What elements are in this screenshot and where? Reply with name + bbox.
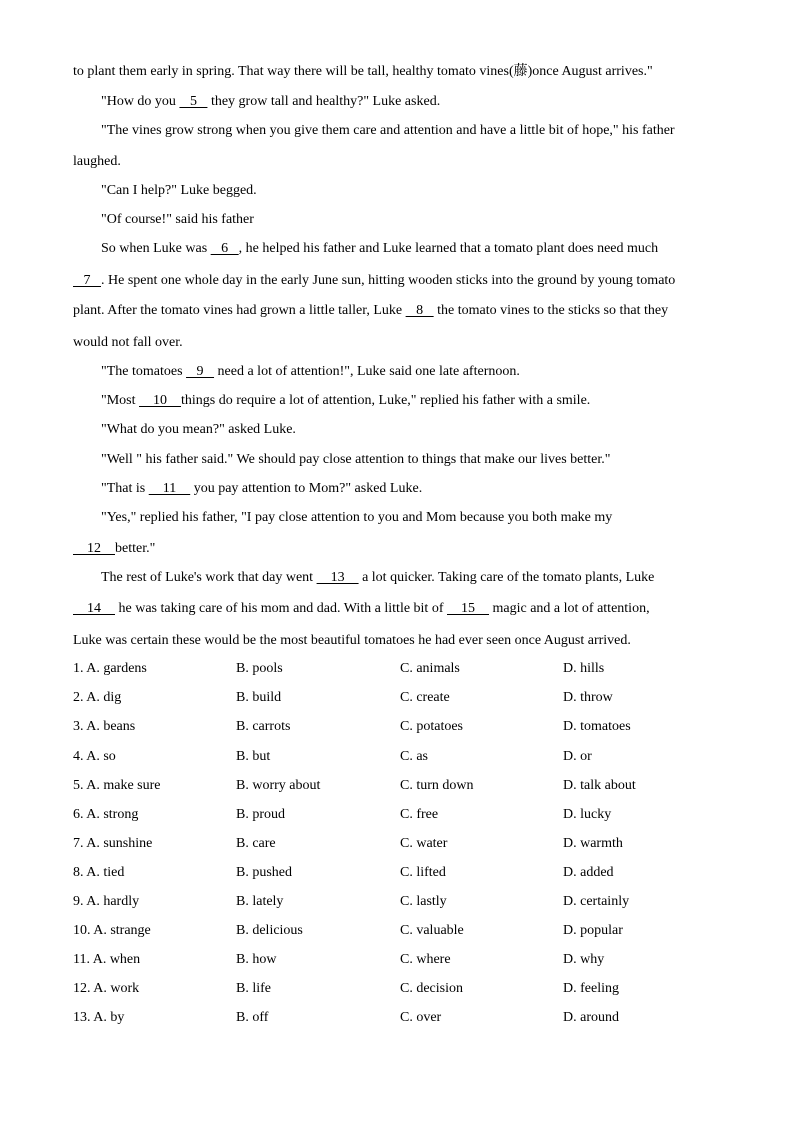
blank-9: 9 <box>186 364 215 379</box>
option-a: 4. A. so <box>73 749 116 764</box>
question-options-row <box>73 776 733 796</box>
question-options-row <box>73 863 733 883</box>
option-c: C. create <box>400 690 450 705</box>
question-options-row <box>73 950 733 970</box>
passage-text: things do require a lot of attention, Luke," replied his father with a smile. <box>181 393 591 408</box>
option-b: B. pushed <box>236 865 292 880</box>
passage-text: need a lot of attention!", Luke said one late afternoon. <box>214 364 520 379</box>
option-a: 6. A. strong <box>73 807 139 822</box>
passage-text: So when Luke was <box>101 241 211 256</box>
option-d: D. added <box>563 865 614 880</box>
question-options-row <box>73 659 733 679</box>
passage-text: "Well " his father said." We should pay close attention to things that make our lives better." <box>101 452 611 467</box>
blank-13: 13 <box>316 570 359 585</box>
question-options-row <box>73 979 733 999</box>
passage-text: to plant them early in spring. That way there will be tall, healthy tomato vines(藤)once August arrives." <box>73 64 653 79</box>
option-a: 1. A. gardens <box>73 661 147 676</box>
option-d: D. tomatoes <box>563 719 631 734</box>
passage-line <box>73 152 121 172</box>
passage-line <box>73 391 590 411</box>
option-d: D. warmth <box>563 836 623 851</box>
option-a: 10. A. strange <box>73 923 151 938</box>
option-d: D. or <box>563 749 592 764</box>
option-d: D. talk about <box>563 778 636 793</box>
option-d: D. around <box>563 1010 619 1025</box>
option-d: D. throw <box>563 690 613 705</box>
passage-text: they grow tall and healthy?" Luke asked. <box>207 94 441 109</box>
passage-line <box>73 450 610 470</box>
option-a: 12. A. work <box>73 981 140 996</box>
passage-text: better." <box>115 541 156 556</box>
option-a: 11. A. when <box>73 952 141 967</box>
passage-line <box>73 508 612 528</box>
blank-8: 8 <box>405 303 434 318</box>
passage-line <box>73 539 155 559</box>
option-a: 8. A. tied <box>73 865 125 880</box>
passage-text: "What do you mean?" asked Luke. <box>101 422 296 437</box>
passage-text: "Of course!" said his father <box>101 212 254 227</box>
blank-6: 6 <box>210 241 239 256</box>
passage-text: the tomato vines to the sticks so that they <box>433 303 669 318</box>
option-c: C. water <box>400 836 448 851</box>
blank-10: 10 <box>139 393 182 408</box>
passage-text: "The vines grow strong when you give them care and attention and have a little bit of hope," his father <box>101 123 675 138</box>
option-c: C. animals <box>400 661 460 676</box>
passage-line <box>73 301 668 321</box>
option-a: 7. A. sunshine <box>73 836 153 851</box>
option-c: C. over <box>400 1010 442 1025</box>
question-options-row <box>73 747 733 767</box>
passage-text: he was taking care of his mom and dad. With a little bit of <box>115 601 447 616</box>
option-c: C. lifted <box>400 865 446 880</box>
question-options-row <box>73 717 733 737</box>
question-options-row <box>73 688 733 708</box>
passage-line <box>73 333 183 353</box>
question-options-row <box>73 805 733 825</box>
blank-15: 15 <box>447 601 489 616</box>
passage-line <box>73 181 257 201</box>
option-a: 3. A. beans <box>73 719 136 734</box>
passage-line <box>73 599 650 619</box>
passage-line <box>73 568 654 588</box>
passage-text: "Can I help?" Luke begged. <box>101 183 257 198</box>
option-c: C. where <box>400 952 451 967</box>
passage-line <box>73 62 653 82</box>
question-options-row <box>73 921 733 941</box>
option-d: D. hills <box>563 661 605 676</box>
option-b: B. care <box>236 836 276 851</box>
passage-text: magic and a lot of attention, <box>489 601 650 616</box>
option-b: B. worry about <box>236 778 321 793</box>
passage-line <box>73 92 440 112</box>
question-options-row <box>73 1008 733 1028</box>
blank-7: 7 <box>73 273 101 288</box>
passage-line <box>73 631 631 651</box>
passage-text: "How do you <box>101 94 180 109</box>
passage-text: "The tomatoes <box>101 364 187 379</box>
option-c: C. free <box>400 807 439 822</box>
passage-text: . He spent one whole day in the early June sun, hitting wooden sticks into the ground by young tomato <box>101 273 676 288</box>
option-c: C. potatoes <box>400 719 463 734</box>
passage-text: plant. After the tomato vines had grown a little taller, Luke <box>73 303 406 318</box>
option-d: D. certainly <box>563 894 630 909</box>
option-b: B. delicious <box>236 923 303 938</box>
passage-text: , he helped his father and Luke learned that a tomato plant does need much <box>238 241 659 256</box>
passage-text: Luke was certain these would be the most beautiful tomatoes he had ever seen once August arrived. <box>73 633 631 648</box>
passage-line <box>73 121 675 141</box>
blank-12: 12 <box>73 541 115 556</box>
option-b: B. proud <box>236 807 285 822</box>
option-c: C. valuable <box>400 923 464 938</box>
passage-text: would not fall over. <box>73 335 183 350</box>
option-b: B. but <box>236 749 271 764</box>
option-a: 5. A. make sure <box>73 778 161 793</box>
question-options-row <box>73 834 733 854</box>
question-options-row <box>73 892 733 912</box>
passage-text: you pay attention to Mom?" asked Luke. <box>190 481 423 496</box>
passage-line <box>73 479 422 499</box>
option-c: C. turn down <box>400 778 474 793</box>
option-b: B. lately <box>236 894 284 909</box>
option-d: D. lucky <box>563 807 612 822</box>
passage-text: "Most <box>101 393 140 408</box>
passage-text: a lot quicker. Taking care of the tomato plants, Luke <box>358 570 655 585</box>
option-b: B. build <box>236 690 282 705</box>
option-a: 9. A. hardly <box>73 894 140 909</box>
passage-text: "Yes," replied his father, "I pay close attention to you and Mom because you both make my <box>101 510 613 525</box>
option-c: C. decision <box>400 981 463 996</box>
passage-line <box>73 362 520 382</box>
option-b: B. off <box>236 1010 269 1025</box>
passage-text: "That is <box>101 481 149 496</box>
passage-line <box>73 271 675 291</box>
option-b: B. how <box>236 952 277 967</box>
option-b: B. carrots <box>236 719 291 734</box>
blank-14: 14 <box>73 601 115 616</box>
blank-5: 5 <box>179 94 208 109</box>
option-a: 13. A. by <box>73 1010 125 1025</box>
passage-text: The rest of Luke's work that day went <box>101 570 317 585</box>
passage-text: laughed. <box>73 154 121 169</box>
passage-line <box>73 239 658 259</box>
option-d: D. popular <box>563 923 623 938</box>
option-b: B. life <box>236 981 271 996</box>
passage-line <box>73 420 296 440</box>
option-d: D. why <box>563 952 605 967</box>
option-c: C. lastly <box>400 894 447 909</box>
option-d: D. feeling <box>563 981 619 996</box>
option-b: B. pools <box>236 661 283 676</box>
blank-11: 11 <box>148 481 191 496</box>
option-c: C. as <box>400 749 428 764</box>
passage-line <box>73 210 254 230</box>
option-a: 2. A. dig <box>73 690 122 705</box>
